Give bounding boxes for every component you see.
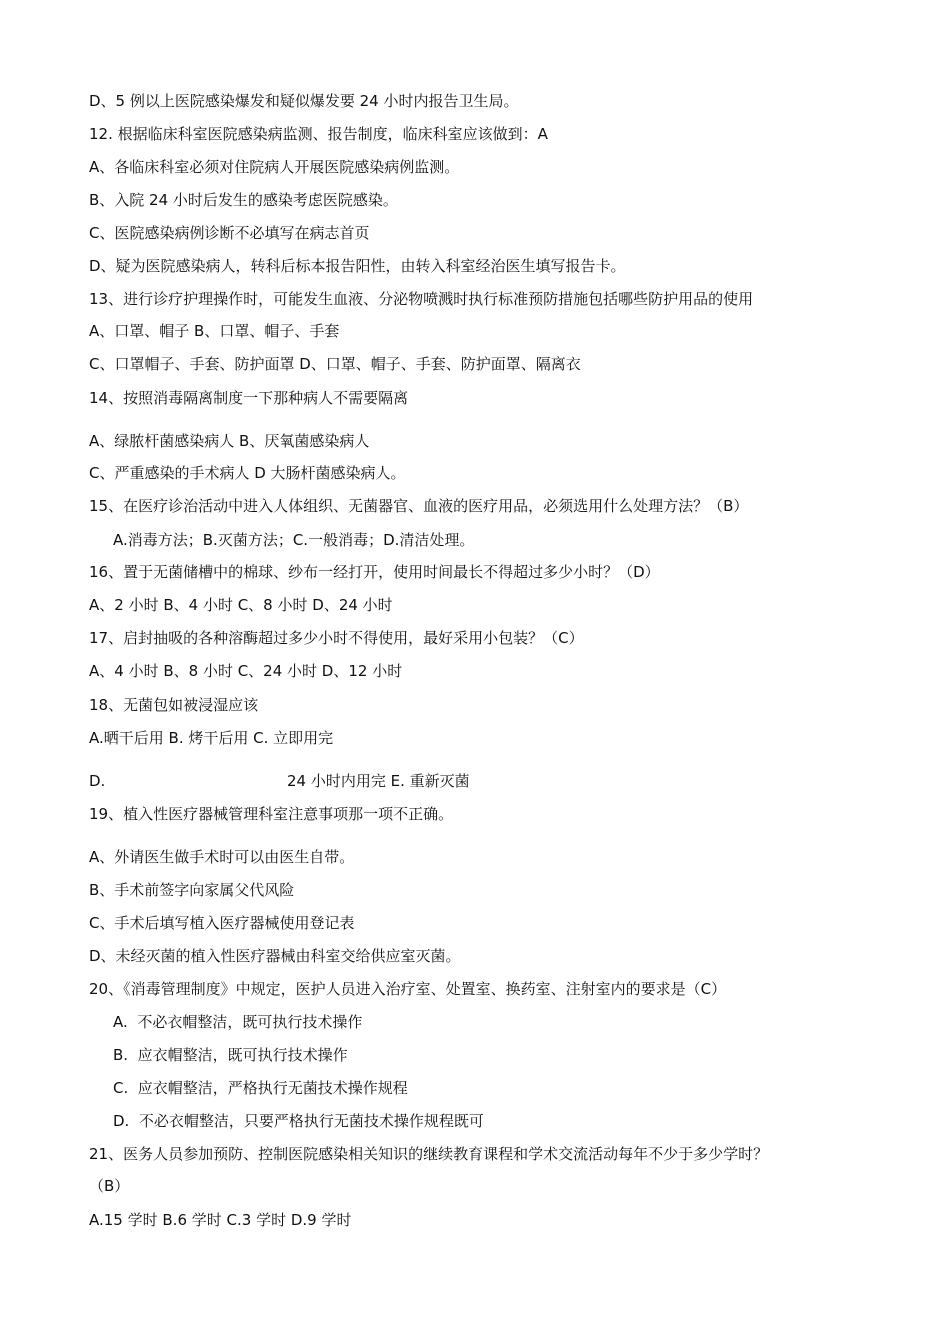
q20-option-b-text: 应衣帽整洁，既可执行技术操作 — [137, 1046, 348, 1064]
q12-option-c: C、医院感染病例诊断不必填写在病志首页 — [89, 224, 370, 242]
q11-option-d: D、5 例以上医院感染爆发和疑似爆发要 24 小时内报告卫生局。 — [89, 92, 519, 110]
q14-options-ab: A、绿脓杆菌感染病人 B、厌氧菌感染病人 — [89, 432, 370, 450]
q16-options: A、2 小时 B、4 小时 C、8 小时 D、24 小时 — [89, 596, 393, 614]
q20-option-d-label: D. — [113, 1112, 130, 1130]
q18-option-d-label: D. — [89, 772, 106, 790]
q20-option-c-text: 应衣帽整洁，严格执行无菌技术操作规程 — [137, 1079, 408, 1097]
q18-option-d-text: 24 小时内用完 E. 重新灭菌 — [287, 772, 470, 790]
q19-option-c: C、手术后填写植入医疗器械使用登记表 — [89, 914, 355, 932]
q20-option-d — [113, 1111, 484, 1131]
q18-question: 18、无菌包如被浸湿应该 — [89, 696, 259, 714]
q13-options-cd: C、口罩帽子、手套、防护面罩 D、口罩、帽子、手套、防护面罩、隔离衣 — [89, 355, 581, 373]
q21-question: 21、医务人员参加预防、控制医院感染相关知识的继续教育课程和学术交流活动每年不少于多少学时？ — [89, 1145, 769, 1163]
q18-options-abc: A.晒干后用 B. 烤干后用 C. 立即用完 — [89, 729, 334, 747]
q13-options-ab: A、口罩、帽子 B、口罩、帽子、手套 — [89, 322, 340, 340]
q21-options: A.15 学时 B.6 学时 C.3 学时 D.9 学时 — [89, 1211, 352, 1229]
q20-option-d-text: 不必衣帽整洁，只要严格执行无菌技术操作规程既可 — [138, 1112, 484, 1130]
q19-question: 19、植入性医疗器械管理科室注意事项那一项不正确。 — [89, 805, 454, 823]
q15-question: 15、在医疗诊治活动中进入人体组织、无菌器官、血液的医疗用品，必须选用什么处理方法？（B） — [89, 497, 749, 515]
q20-option-a — [113, 1012, 362, 1032]
q20-option-a-text: 不必衣帽整洁，既可执行技术操作 — [137, 1013, 363, 1031]
q13-question: 13、进行诊疗护理操作时，可能发生血液、分泌物喷溅时执行标准预防措施包括哪些防护用品的使用 — [89, 290, 754, 308]
q12-option-a: A、各临床科室必须对住院病人开展医院感染病例监测。 — [89, 158, 460, 176]
q20-option-a-label: A. — [113, 1013, 128, 1031]
q12-question: 12. 根据临床科室医院感染病监测、报告制度，临床科室应该做到：A — [89, 125, 548, 143]
q15-options: A.消毒方法；B.灭菌方法；C.一般消毒；D.清洁处理。 — [113, 531, 475, 549]
q20-option-c-label: C. — [113, 1079, 129, 1097]
q18-options-de — [89, 771, 470, 791]
q17-question: 17、启封抽吸的各种溶酶超过多少小时不得使用，最好采用小包装？（C） — [89, 629, 584, 647]
q20-option-b-label: B. — [113, 1046, 129, 1064]
q14-options-cd: C、严重感染的手术病人 D 大肠杆菌感染病人。 — [89, 464, 406, 482]
q20-question: 20、《消毒管理制度》中规定，医护人员进入治疗室、处置室、换药室、注射室内的要求是（C） — [89, 980, 727, 998]
q20-option-c — [113, 1078, 408, 1098]
q14-question: 14、按照消毒隔离制度一下那种病人不需要隔离 — [89, 389, 409, 407]
q17-options: A、4 小时 B、8 小时 C、24 小时 D、12 小时 — [89, 662, 403, 680]
q20-option-b — [113, 1045, 348, 1065]
q19-option-b: B、手术前签字向家属父代风险 — [89, 881, 295, 899]
q21-answer: （B） — [89, 1177, 130, 1195]
q12-option-d: D、疑为医院感染病人，转科后标本报告阳性，由转入科室经治医生填写报告卡。 — [89, 257, 626, 275]
q12-option-b: B、入院 24 小时后发生的感染考虑医院感染。 — [89, 191, 398, 209]
q16-question: 16、置于无菌储槽中的棉球、纱布一经打开，使用时间最长不得超过多少小时？（D） — [89, 563, 660, 581]
q19-option-d: D、未经灭菌的植入性医疗器械由科室交给供应室灭菌。 — [89, 947, 461, 965]
q19-option-a: A、外请医生做手术时可以由医生自带。 — [89, 848, 355, 866]
